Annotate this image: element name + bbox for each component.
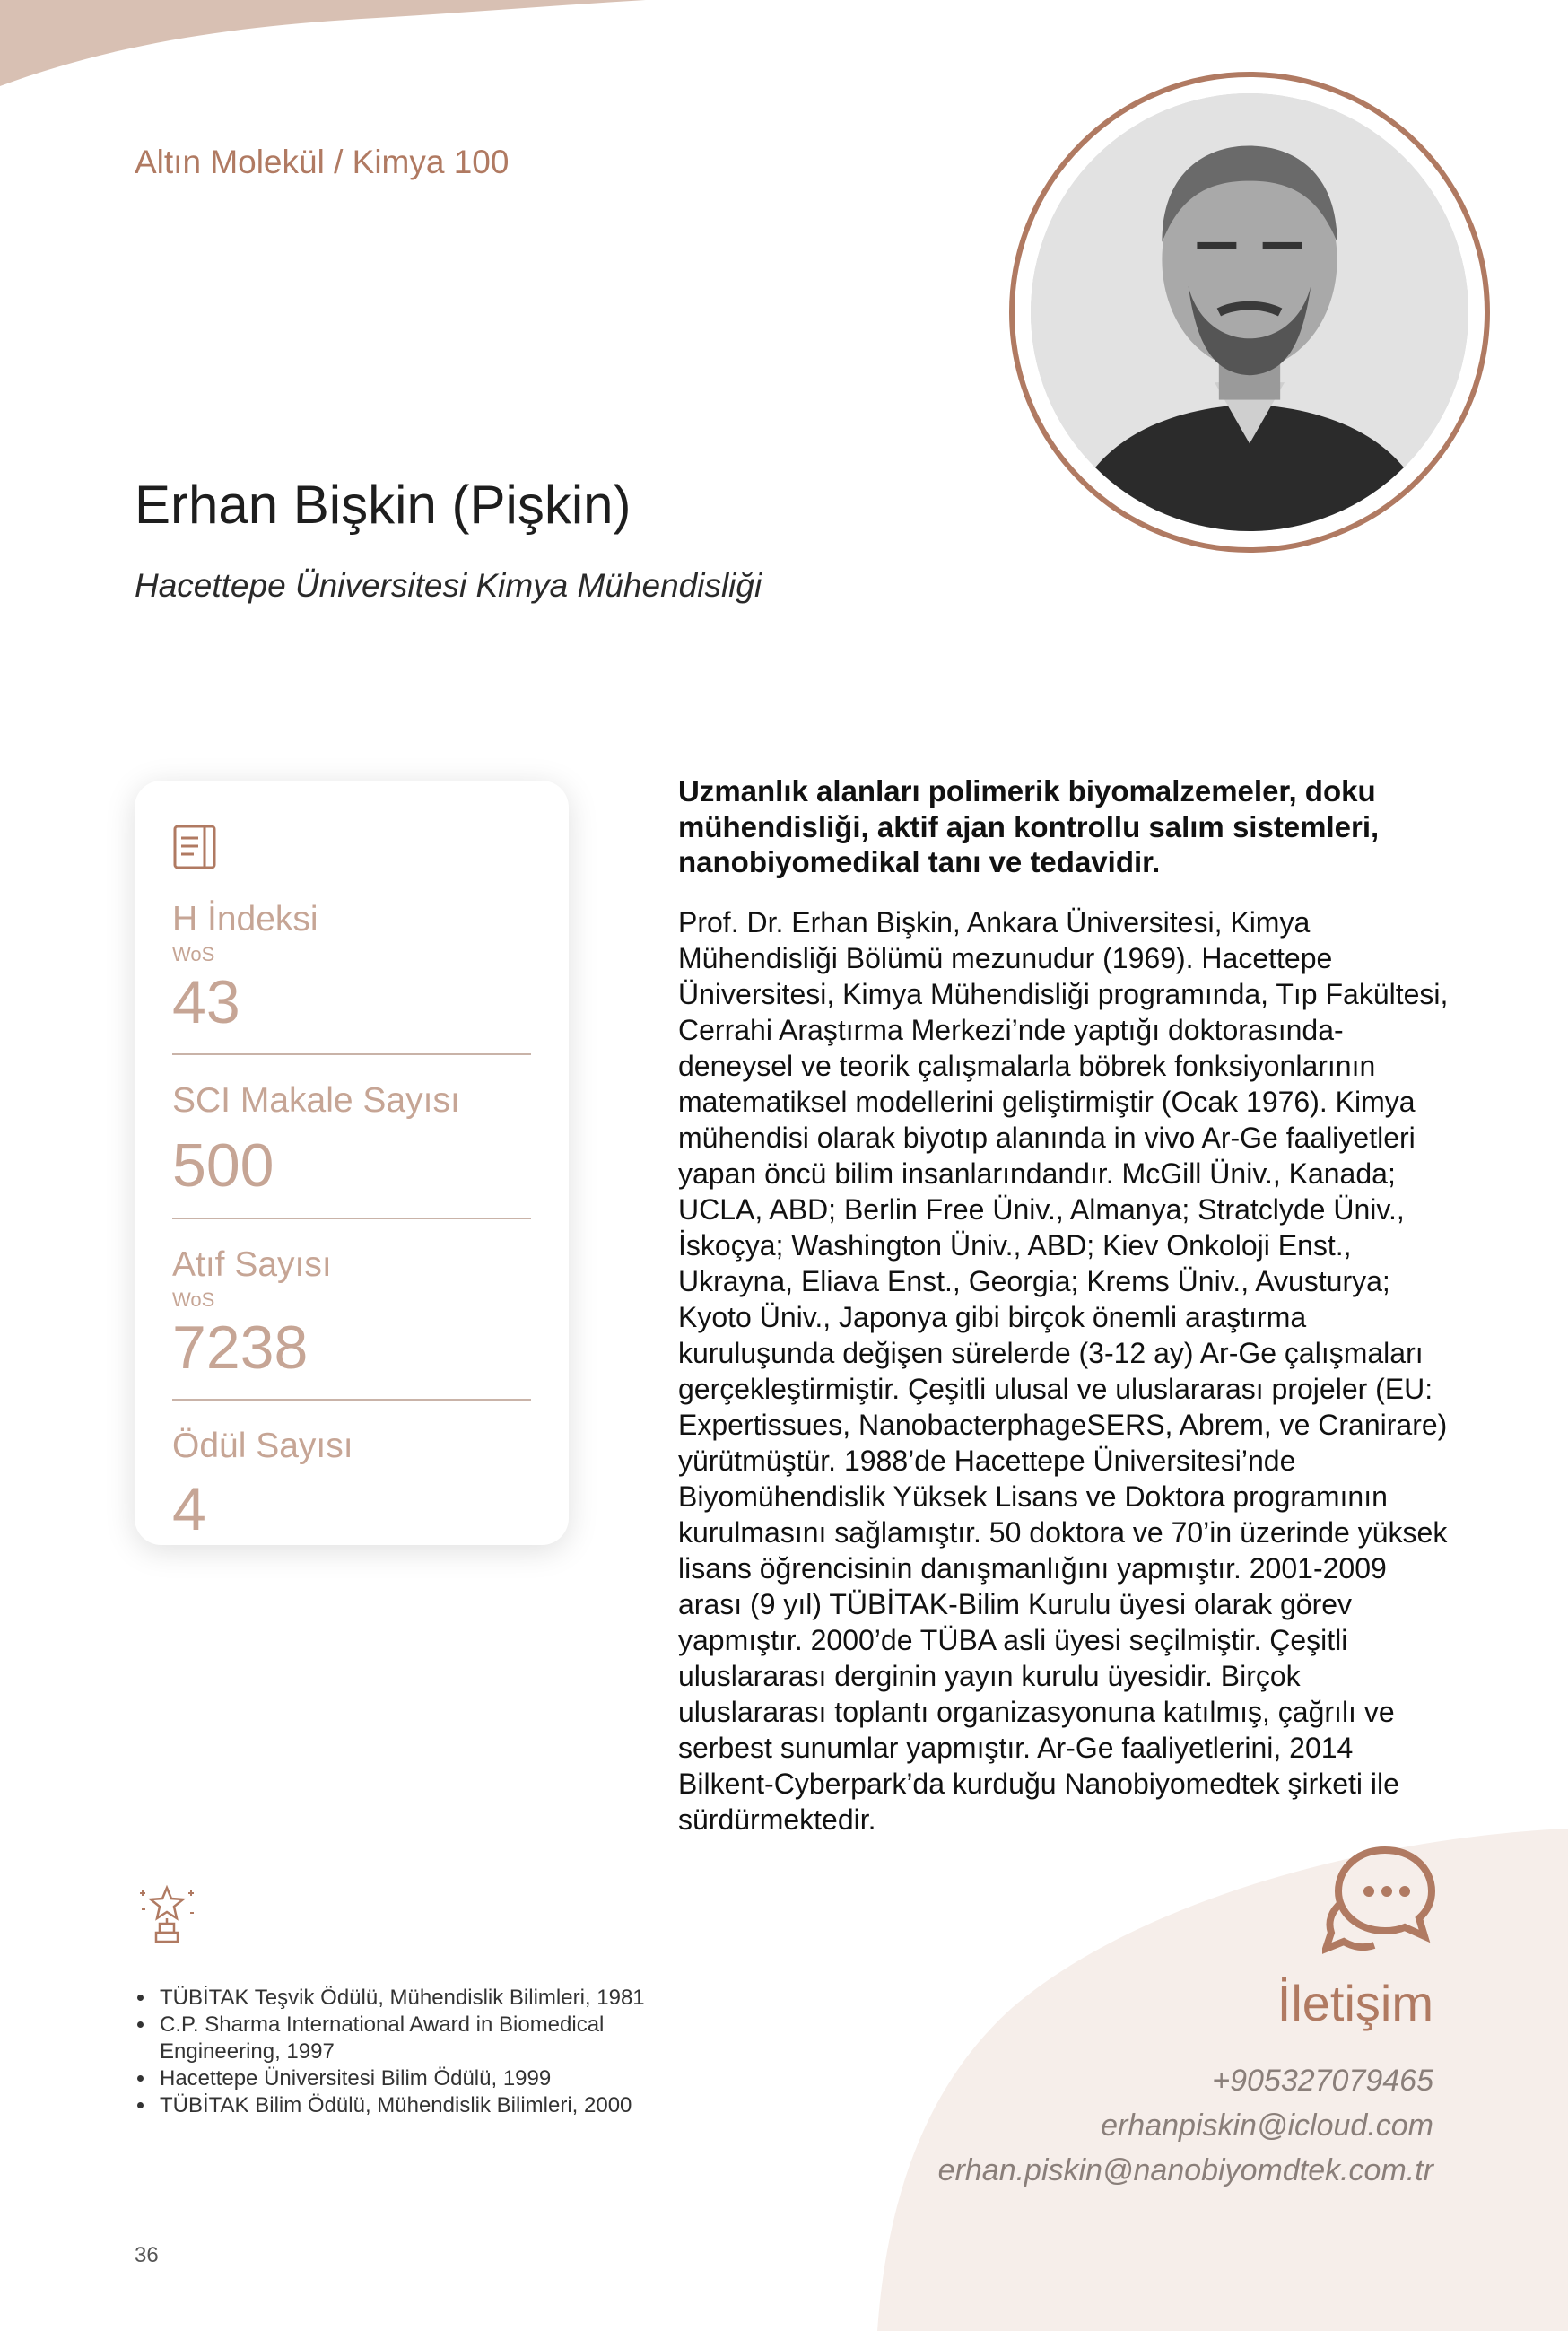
stat-sci-articles — [172, 1082, 531, 1202]
trophy-icon — [135, 1882, 199, 1947]
award-item: • TÜBİTAK Bilim Ödülü, Mühendislik Bilimleri, 2000 — [156, 2092, 712, 2119]
stat-source: WoS — [172, 1288, 215, 1311]
award-item: • TÜBİTAK Teşvik Ödülü, Mühendislik Bilimleri, 1981 — [156, 1985, 712, 2012]
stat-awards-count — [172, 1427, 531, 1546]
stat-label: Ödül Sayısı — [172, 1427, 353, 1466]
awards-list — [135, 1985, 712, 2119]
contact-email-secondary[interactable]: erhan.piskin@nanobiyomdtek.com.tr — [937, 2153, 1433, 2187]
contact-phone[interactable]: +905327079465 — [1212, 2064, 1433, 2098]
section-category: Altın Molekül / Kimya 100 — [135, 144, 510, 180]
award-item: • C.P. Sharma International Award in Biomedical Engineering, 1997 — [156, 2012, 712, 2065]
profile-photo-frame — [1009, 72, 1490, 553]
stat-value: 43 — [172, 967, 240, 1036]
page-number: 36 — [135, 2243, 159, 2267]
profile-photo — [1031, 93, 1468, 531]
bio-body: Prof. Dr. Erhan Bişkin, Ankara Üniversitesi, Kimya Mühendisliği Bölümü mezunudur (1969). Hacettepe Üniversitesi, Kimya Mühendisliği programında, Tıp Fakültesi, Cerrahi Araştırma Merkezi’nde yaptığı doktorasında-deneysel ve teorik çalışmalarla böbrek fonksiyonlarının matematiksel modellerini geliştirmiştir (Ocak 1976). Kimya mühendisi olarak biyotıp alanında in vivo Ar-Ge faaliyetleri yapan öncü bilim insanlarındandır. McGill Üniv., Kanada; UCLA, ABD; Berlin Free Üniv., Almanya; Stratclyde Üniv., İskoçya; Washington Üniv., ABD; Kiev Onkoloji Enst., Ukrayna, Eliava Enst., Georgia; Krems Üniv., Avusturya; Kyoto Üniv., Japonya gibi birçok önemli araştırma kuruluşunda değişen sürelerde (3-12 ay) Ar-Ge çalışmaları gerçekleştirmiştir. Çeşitli ulusal ve uluslararası projeler (EU: Expertissues, NanobacterphageSERS, Abrem, ve Cranirare) yürütmüştür. 1988’de Hacettepe Üniversitesi’nde Biyomühendislik Yüksek Lisans ve Doktora programının kurulmasını sağlamıştır. 50 doktora ve 70’in üzerinde yüksek lisans öğrencisinin danışmanlığını yapmıştır. 2001-2009 arası (9 yıl) TÜBİTAK-Bilim Kurulu üyesi olarak görev yapmıştır. 2000’de TÜBA asli üyesi seçilmiştir. Çeşitli uluslararası derginin yayın kurulu üyesidir. Birçok uluslararası toplantı organizasyonuna katılmış, çağrılı ve serbest sunumlar yapmıştır. Ar-Ge faaliyetlerini, 2014 Bilkent-Cyberpark’da kurduğu Nanobiyomedtek şirketi ile sürdürmektedir. — [678, 906, 1449, 1836]
bio-lead: Uzmanlık alanları polimerik biyomalzemeler, doku mühendisliği, aktif ajan kontrollu salım sistemleri, nanobiyomedikal tanı ve tedavidir. — [678, 774, 1380, 879]
contact-email-primary[interactable]: erhanpiskin@icloud.com — [1101, 2108, 1433, 2143]
stat-citations — [172, 1246, 531, 1384]
notebook-icon — [172, 824, 217, 870]
stats-card — [135, 781, 569, 1545]
stat-value: 4 — [172, 1475, 206, 1544]
stat-source: WoS — [172, 942, 215, 965]
stat-label: SCI Makale Sayısı — [172, 1081, 460, 1121]
stat-value: 500 — [172, 1131, 274, 1200]
person-affiliation: Hacettepe Üniversitesi Kimya Mühendisliği — [135, 567, 762, 604]
top-decorative-wave — [0, 0, 646, 99]
chat-bubbles-icon — [1322, 1839, 1439, 1956]
person-name: Erhan Bişkin (Pişkin) — [135, 475, 632, 535]
stat-label: H İndeksi — [172, 900, 318, 939]
award-item: • Hacettepe Üniversitesi Bilim Ödülü, 1999 — [156, 2065, 712, 2092]
stat-value: 7238 — [172, 1313, 309, 1382]
stat-label: Atıf Sayısı — [172, 1244, 332, 1284]
stat-h-index — [172, 901, 531, 1039]
divider — [172, 1218, 531, 1219]
contact-title: İletişim — [1276, 1975, 1433, 2031]
divider — [172, 1053, 531, 1055]
divider — [172, 1399, 531, 1401]
